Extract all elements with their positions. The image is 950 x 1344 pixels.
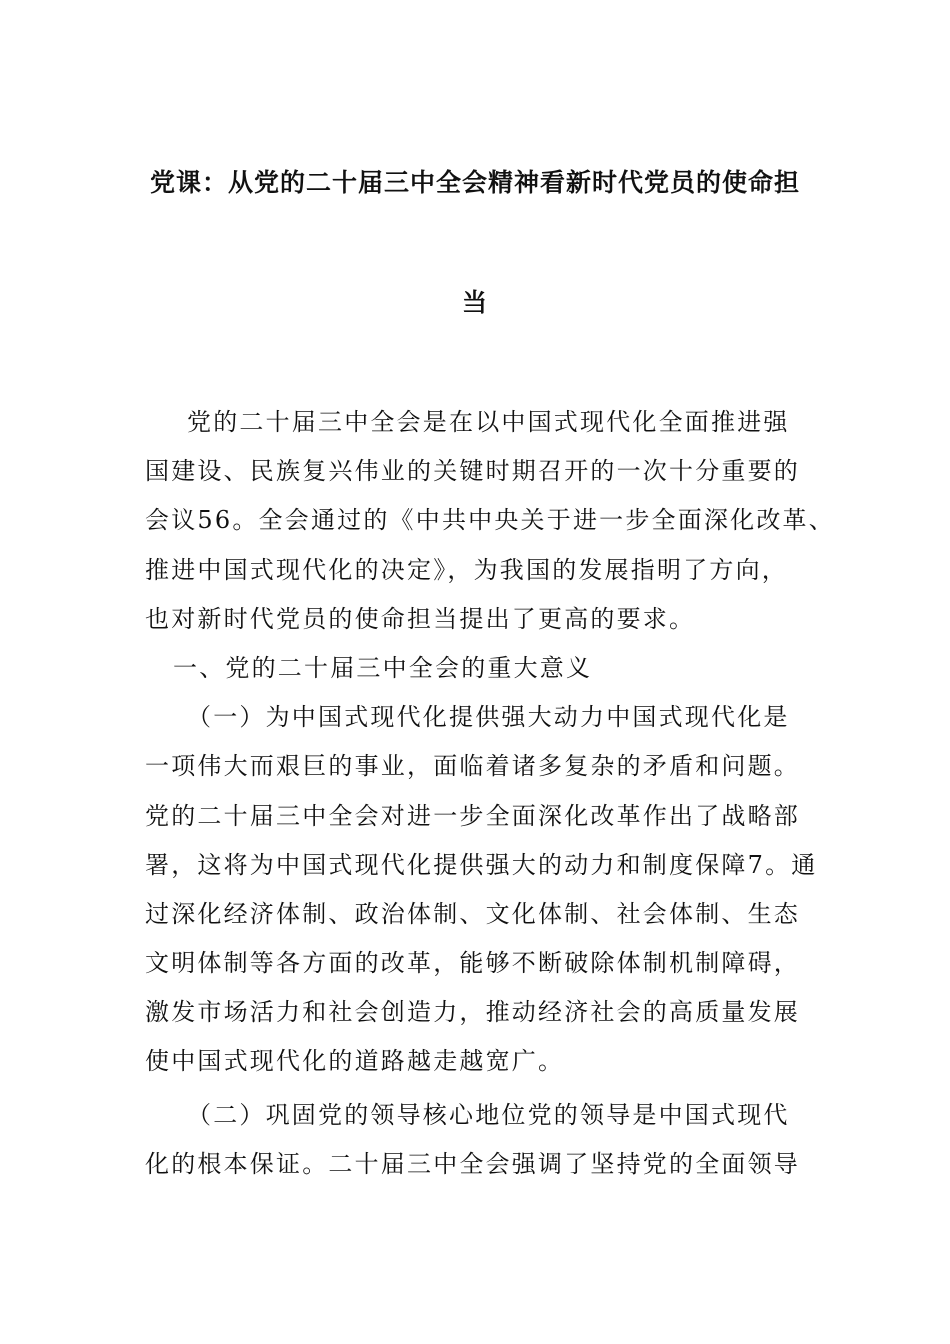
paragraph-1-line-1: 党的二十届三中全会是在以中国式现代化全面推进强: [187, 408, 790, 436]
document-body: [145, 398, 835, 1189]
section-heading-1: 一、党的二十届三中全会的重大意义: [173, 653, 593, 682]
paragraph-2-line-7: 激发市场活力和社会创造力，推动经济社会的高质量发展: [145, 998, 800, 1027]
document-title-line-1: 党课：从党的二十届三中全会精神看新时代党员的使命担: [149, 168, 800, 197]
paragraph-1-line-2: 国建设、民族复兴伟业的关键时期召开的一次十分重要的: [145, 457, 800, 486]
paragraph-2-line-5: 过深化经济体制、政治体制、文化体制、社会体制、生态: [145, 899, 800, 928]
paragraph-1-line-3: 会议56。全会通过的《中共中央关于进一步全面深化改革、: [145, 506, 835, 535]
paragraph-2-line-4: 署，这将为中国式现代化提供强大的动力和制度保障7。通: [145, 850, 818, 879]
paragraph-2-line-2: 一项伟大而艰巨的事业，面临着诸多复杂的矛盾和问题。: [145, 752, 800, 781]
paragraph-2-line-6: 文明体制等各方面的改革，能够不断破除体制机制障碍，: [145, 949, 800, 978]
paragraph-1-line-4: 推进中国式现代化的决定》，为我国的发展指明了方向，: [145, 555, 788, 584]
paragraph-1-line-5: 也对新时代党员的使命担当提出了更高的要求。: [145, 604, 696, 633]
paragraph-2-line-1: （一）为中国式现代化提供强大动力中国式现代化是: [187, 703, 790, 732]
paragraph-3-line-2: 化的根本保证。二十届三中全会强调了坚持党的全面领导: [145, 1149, 800, 1178]
paragraph-2-line-3: 党的二十届三中全会对进一步全面深化改革作出了战略部: [145, 801, 800, 830]
document-title-line-2: 当: [461, 288, 488, 317]
paragraph-2-line-8: 使中国式现代化的道路越走越宽广。: [145, 1047, 565, 1076]
paragraph-3-line-1: （二）巩固党的领导核心地位党的领导是中国式现代: [187, 1100, 790, 1129]
